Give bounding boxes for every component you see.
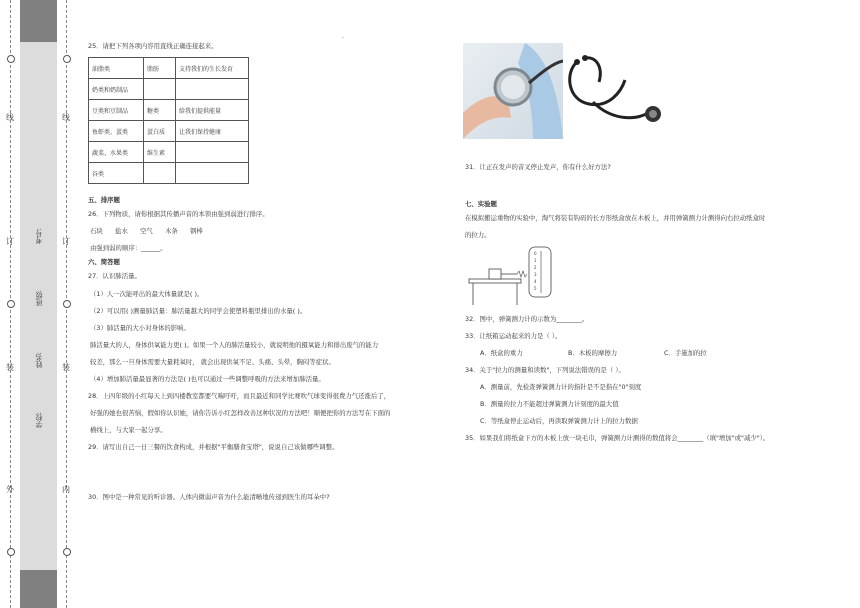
scale-number: 0 bbox=[534, 251, 537, 256]
q34-option-b: B．测量的拉力不能超过弹簧测力计刻度的最大值 bbox=[480, 400, 619, 408]
experiment-intro: 的拉力。 bbox=[465, 231, 491, 239]
scale-number: 5 bbox=[534, 286, 537, 291]
section7-heading: 七、实验题 bbox=[465, 200, 497, 208]
doctor-stethoscope-photo bbox=[463, 43, 563, 139]
inner-mark: 订 bbox=[62, 237, 70, 246]
table-row bbox=[89, 142, 249, 163]
q28-line: 好强的她也很苦恼，假如你认识她，请你告诉小红怎样改善这种状况的方法吧！顺便把你的方法写在下面的 bbox=[90, 409, 391, 417]
q34-option-a: A．测量前，先检查弹簧测力计的指针是不是指在"0"刻度 bbox=[480, 383, 642, 391]
binding-strip-top bbox=[20, 0, 57, 42]
table-cell bbox=[176, 79, 249, 100]
q30-text: 30．图中是一种常见的听诊器。人体内微弱声音为什么能清晰地传递到医生的耳朵中? bbox=[88, 493, 330, 501]
table-cell bbox=[144, 163, 176, 184]
table-cell: 维生素 bbox=[144, 142, 176, 163]
q34-title: 34．关于"拉力的测量和读数"，下列说法错误的是（ ）。 bbox=[465, 366, 625, 374]
stethoscope-image bbox=[563, 52, 671, 132]
table-cell: 给我们提供能量 bbox=[176, 100, 249, 121]
table-cell: 油脂类 bbox=[89, 58, 144, 79]
table-cell bbox=[176, 142, 249, 163]
table-cell bbox=[144, 79, 176, 100]
table-cell: 脂肪 bbox=[144, 58, 176, 79]
inner-mark: 线 bbox=[62, 113, 70, 122]
q31-text: 31．让正在发声的音叉停止发声，你有什么好方法? bbox=[465, 163, 611, 171]
q32-text: 32．图中，弹簧测力计的示数为________。 bbox=[465, 315, 589, 323]
table-cell bbox=[176, 163, 249, 184]
table-row bbox=[89, 163, 249, 184]
q33-option-a: A．纸盒的重力 bbox=[480, 349, 523, 357]
section5-heading: 五、排序题 bbox=[88, 196, 120, 204]
q26-item: 空气 bbox=[139, 227, 153, 235]
q33-option-c: C．手施加的拉 bbox=[664, 349, 707, 357]
table-row bbox=[89, 100, 249, 121]
binding-circle bbox=[63, 548, 71, 556]
q27-line: （4）增加肺活量最显著的方法是( )也可以通过一些调整呼吸的方法来增加肺活量。 bbox=[90, 375, 325, 383]
q26-item: 钢棒 bbox=[189, 227, 203, 235]
table-cell: 鱼虾类、蛋类 bbox=[89, 121, 144, 142]
scale-number: 2 bbox=[534, 265, 537, 270]
table-cell: 谷类 bbox=[89, 163, 144, 184]
q26-items bbox=[90, 227, 203, 236]
binding-circle bbox=[7, 300, 15, 308]
q27-line: （1）人一次能呼出的最大体量就是( )。 bbox=[90, 290, 204, 298]
exam-number-label: 考号: bbox=[35, 228, 43, 245]
outer-mark: 外 bbox=[6, 485, 14, 494]
table-cell: 奶类和奶制品 bbox=[89, 79, 144, 100]
table-cell: 蔬菜、水果类 bbox=[89, 142, 144, 163]
q27-line: 肺活量大的人，身体供氧能力更( )。如果一个人的肺活量较小，就说明他的摄氧能力和排出废气的能力 bbox=[90, 341, 379, 349]
binding-strip-bottom bbox=[20, 570, 57, 608]
name-label: 姓名: bbox=[35, 352, 43, 369]
q34-option-c: C．等纸盒停止运动后，再读取弹簧测力计上的拉力数据 bbox=[480, 417, 638, 425]
header-dot: . bbox=[342, 33, 344, 40]
q25-title: 25．请把下列各项内容用直线正确连接起来。 bbox=[88, 42, 218, 50]
table-cell: 让我们保持健康 bbox=[176, 121, 249, 142]
q29-text: 29．请写出自己一日三餐的饮食构成，并根据"平衡膳食宝塔"，说说自己该做哪些调整。 bbox=[88, 443, 339, 451]
experiment-intro: 在模拟搬运重物的实验中，淘气将装有钩码的长方形纸盒放在木板上，并用弹簧测力计测得向右拉动纸盒时 bbox=[465, 214, 766, 222]
scale-number: 4 bbox=[534, 279, 537, 284]
table-row bbox=[89, 121, 249, 142]
outer-mark: 订 bbox=[6, 237, 14, 246]
table-cell: 豆类和豆制品 bbox=[89, 100, 144, 121]
q27-title: 27．认识肺活量。 bbox=[88, 272, 141, 280]
scale-number: 3 bbox=[534, 272, 537, 277]
q26-item: 石块 bbox=[90, 227, 103, 235]
class-label: 班级: bbox=[35, 290, 43, 307]
table-row bbox=[89, 79, 249, 100]
q26-item: 木条 bbox=[164, 227, 178, 235]
binding-circle bbox=[7, 55, 15, 63]
table-row bbox=[89, 58, 249, 79]
outer-mark: 线 bbox=[6, 113, 14, 122]
q26-title: 26．下列物质，请你根据其传播声音的本领由强到弱进行排序。 bbox=[88, 210, 269, 218]
table-cell: 支持我们的生长发育 bbox=[176, 58, 249, 79]
school-label: 学校: bbox=[35, 412, 43, 429]
binding-circle bbox=[63, 300, 71, 308]
inner-mark: 装 bbox=[62, 363, 70, 372]
binding-circle bbox=[7, 548, 15, 556]
inner-mark: 内 bbox=[62, 485, 70, 494]
binding-margin bbox=[0, 0, 78, 608]
q27-line: （2）可以用( )测量肺活量：肺活量越大的同学会使塑料瓶里排出的水量( )。 bbox=[90, 307, 307, 315]
q28-line: 横线上，与大家一起分享。 bbox=[90, 426, 167, 434]
scale-number: 1 bbox=[534, 258, 537, 263]
q33-title: 33．让纸箱运动起来的力是（ ）。 bbox=[465, 332, 562, 340]
q26-item: 盐水 bbox=[114, 227, 128, 235]
table-cell: 蛋白质 bbox=[144, 121, 176, 142]
q26-answer-line: 由强到弱的顺序：______。 bbox=[90, 244, 167, 252]
outer-mark: 装 bbox=[6, 363, 14, 372]
matching-table bbox=[88, 57, 249, 184]
q33-option-b: B．木板的摩擦力 bbox=[568, 349, 618, 357]
q35-text: 35．如果我们将纸盒下方的木板上放一块毛巾，弹簧测力计测得的数值将会________（填"增加"或"减少"）。 bbox=[465, 434, 770, 442]
q27-line: 较差，那么一旦身体需要大量耗氧时， 就会出现供氧不足、头痛、头晕，胸闷等症状。 bbox=[90, 358, 335, 366]
q28-line: 28．上四年级的小红每天上到四楼教室都要气喘吁吁，而且最近和同学比赛吹气球变得很费力气还涨后了， bbox=[88, 392, 391, 400]
q27-line: （3）肺活量的大小对身体的影响。 bbox=[90, 324, 190, 332]
binding-circle bbox=[63, 55, 71, 63]
table-cell: 糖类 bbox=[144, 100, 176, 121]
spring-scale-apparatus bbox=[467, 245, 557, 307]
section6-heading: 六、简答题 bbox=[88, 258, 120, 266]
